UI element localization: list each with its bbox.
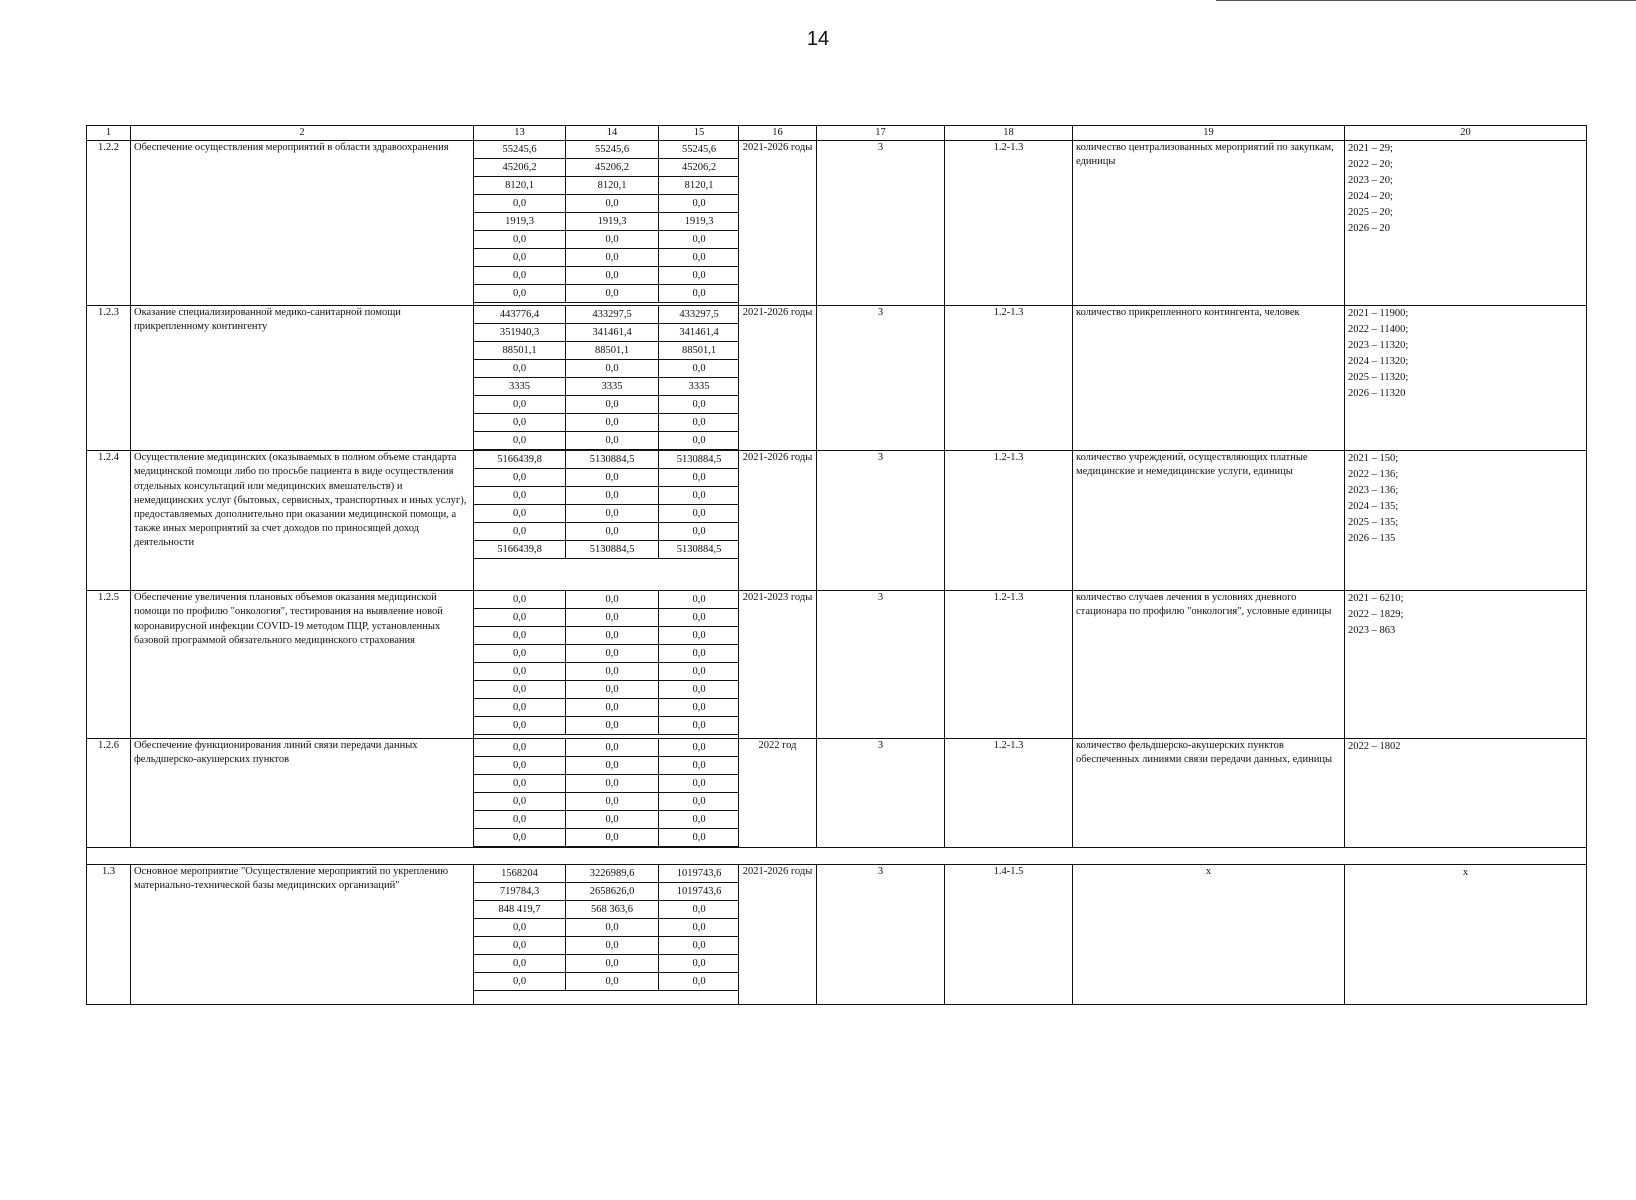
value-cell: 341461,4 <box>659 324 739 342</box>
table-row <box>87 865 1587 1005</box>
value-grid <box>474 739 738 847</box>
value-cell: 0,0 <box>659 901 739 919</box>
row-code: 1.2.2 <box>87 141 131 306</box>
value-cell: 0,0 <box>474 627 566 645</box>
value-cell: 0,0 <box>659 937 739 955</box>
value-cell: 0,0 <box>474 414 566 432</box>
value-cell: 5130884,5 <box>566 451 659 469</box>
target-value: 2026 – 135 <box>1348 533 1396 545</box>
value-cell: 0,0 <box>659 645 739 663</box>
target-value: 2021 – 29; <box>1348 143 1393 155</box>
period-cell: 2022 год <box>739 739 817 848</box>
value-cell: 1919,3 <box>566 213 659 231</box>
value-cell: 0,0 <box>566 811 659 829</box>
value-cell: 0,0 <box>659 523 739 541</box>
value-cell: 0,0 <box>566 267 659 285</box>
value-cell: 433297,5 <box>566 306 659 324</box>
column-header: 13 <box>474 126 566 140</box>
value-cell: 55245,6 <box>474 141 566 159</box>
value-cell: 0,0 <box>566 432 659 450</box>
value-cell: 0,0 <box>474 285 566 303</box>
column-header-values <box>474 126 739 141</box>
value-cell: 0,0 <box>659 487 739 505</box>
indicator-cell: количество фельдшерско-акушерских пунктов обеспеченных линиями связи передачи данных, единицы <box>1073 739 1345 848</box>
value-cell: 0,0 <box>566 360 659 378</box>
value-cell: 0,0 <box>659 973 739 991</box>
value-cell: 0,0 <box>474 505 566 523</box>
value-cell: 0,0 <box>474 973 566 991</box>
column-header: 19 <box>1073 126 1345 141</box>
separator-cell <box>87 848 1587 865</box>
column-header: 17 <box>817 126 945 141</box>
col17-cell: 3 <box>817 141 945 306</box>
value-cell: 0,0 <box>474 739 566 757</box>
column-header: 18 <box>945 126 1073 141</box>
value-cell: 0,0 <box>474 195 566 213</box>
table-row <box>87 591 1587 739</box>
col18-cell: 1.4-1.5 <box>945 865 1073 1005</box>
target-list <box>1348 591 1583 639</box>
value-cell: 3335 <box>474 378 566 396</box>
value-cell: 0,0 <box>659 955 739 973</box>
value-cell: 55245,6 <box>659 141 739 159</box>
value-cell: 0,0 <box>474 267 566 285</box>
value-cell: 3335 <box>566 378 659 396</box>
period-cell: 2021-2026 годы <box>739 451 817 591</box>
targets-cell <box>1345 141 1587 306</box>
row-code: 1.2.4 <box>87 451 131 591</box>
value-cell: 1919,3 <box>659 213 739 231</box>
col17-cell: 3 <box>817 451 945 591</box>
value-cell: 0,0 <box>566 645 659 663</box>
target-value: 2022 – 1829; <box>1348 609 1404 621</box>
row-code: 1.3 <box>87 865 131 1005</box>
value-cell: 0,0 <box>659 267 739 285</box>
column-header: 2 <box>131 126 474 141</box>
value-cell: 45206,2 <box>474 159 566 177</box>
value-cell: 0,0 <box>474 469 566 487</box>
targets-cell <box>1345 591 1587 739</box>
col17-cell: 3 <box>817 865 945 1005</box>
value-cell: 0,0 <box>474 523 566 541</box>
value-cell: 0,0 <box>474 487 566 505</box>
value-cell: 0,0 <box>566 757 659 775</box>
value-cell: 0,0 <box>474 793 566 811</box>
value-cell: 0,0 <box>566 591 659 609</box>
column-header: 1 <box>87 126 131 141</box>
value-cell: 0,0 <box>659 591 739 609</box>
value-cell: 0,0 <box>566 231 659 249</box>
value-cell: 433297,5 <box>659 306 739 324</box>
value-cell: 0,0 <box>474 757 566 775</box>
col18-cell: 1.2-1.3 <box>945 141 1073 306</box>
value-cell: 0,0 <box>659 681 739 699</box>
value-cell: 0,0 <box>566 505 659 523</box>
value-cell: 0,0 <box>474 919 566 937</box>
value-cell: 5166439,8 <box>474 451 566 469</box>
value-cell: 0,0 <box>566 681 659 699</box>
value-cell: 0,0 <box>566 937 659 955</box>
indicator-cell: количество централизованных мероприятий по закупкам, единицы <box>1073 141 1345 306</box>
target-value: 2025 – 135; <box>1348 517 1399 529</box>
target-value: 2022 – 20; <box>1348 159 1393 171</box>
scan-edge-line <box>1216 0 1636 1</box>
target-value: 2025 – 11320; <box>1348 372 1409 384</box>
value-cell: 0,0 <box>659 396 739 414</box>
value-cell: 0,0 <box>566 285 659 303</box>
value-cell: 719784,3 <box>474 883 566 901</box>
value-cell: 5130884,5 <box>659 451 739 469</box>
value-cell: 0,0 <box>566 699 659 717</box>
target-list <box>1348 141 1583 237</box>
row-code: 1.2.3 <box>87 306 131 451</box>
value-cell: 0,0 <box>474 829 566 847</box>
value-cell: 0,0 <box>566 523 659 541</box>
value-cell: 8120,1 <box>474 177 566 195</box>
value-cell: 0,0 <box>566 717 659 735</box>
value-cell: 0,0 <box>659 793 739 811</box>
value-grid <box>474 591 738 735</box>
column-header: 15 <box>693 127 705 138</box>
value-cell: 88501,1 <box>659 342 739 360</box>
period-cell: 2021-2026 годы <box>739 865 817 1005</box>
value-cell: 0,0 <box>474 231 566 249</box>
targets-cell <box>1345 306 1587 451</box>
value-cell: 1019743,6 <box>659 883 739 901</box>
values-cell <box>474 739 739 848</box>
target-value: 2024 – 11320; <box>1348 356 1409 368</box>
target-value: 2024 – 20; <box>1348 191 1393 203</box>
value-cell: 0,0 <box>566 396 659 414</box>
target-value: 2021 – 11900; <box>1348 308 1409 320</box>
row-name: Обеспечение функционирования линий связи передачи данных фельдшерско-акушерских пунктов <box>131 739 474 848</box>
row-name: Оказание специализированной медико-санитарной помощи прикрепленному контингенту <box>131 306 474 451</box>
value-cell: 2658626,0 <box>566 883 659 901</box>
row-name: Обеспечение осуществления мероприятий в области здравоохранения <box>131 141 474 306</box>
value-cell: 0,0 <box>659 663 739 681</box>
value-cell: 0,0 <box>659 609 739 627</box>
value-cell: 848 419,7 <box>474 901 566 919</box>
value-cell: 3226989,6 <box>566 865 659 883</box>
value-cell: 0,0 <box>659 717 739 735</box>
value-cell: 0,0 <box>659 699 739 717</box>
value-cell: 0,0 <box>566 973 659 991</box>
value-cell: 0,0 <box>474 775 566 793</box>
col18-cell: 1.2-1.3 <box>945 451 1073 591</box>
period-cell: 2021-2023 годы <box>739 591 817 739</box>
indicator-cell: количество прикрепленного контингента, человек <box>1073 306 1345 451</box>
value-cell: 1019743,6 <box>659 865 739 883</box>
value-cell: 0,0 <box>659 231 739 249</box>
value-grid <box>474 451 738 559</box>
period-cell: 2021-2026 годы <box>739 306 817 451</box>
value-cell: 0,0 <box>659 360 739 378</box>
target-value: 2023 – 863 <box>1348 625 1396 637</box>
value-cell: 5130884,5 <box>566 541 659 559</box>
values-cell <box>474 141 739 306</box>
col17-cell: 3 <box>817 739 945 848</box>
row-name: Основное мероприятие "Осуществление мероприятий по укреплению материально-технической базы медицинских организаций" <box>131 865 474 1005</box>
value-cell: 0,0 <box>474 432 566 450</box>
value-cell: 0,0 <box>566 829 659 847</box>
values-cell <box>474 306 739 451</box>
targets-cell <box>1345 739 1587 848</box>
value-cell: 0,0 <box>659 285 739 303</box>
indicator-cell: х <box>1073 865 1345 1005</box>
value-cell: 0,0 <box>474 937 566 955</box>
value-cell: 443776,4 <box>474 306 566 324</box>
separator-row <box>87 848 1587 865</box>
value-cell: 1568204 <box>474 865 566 883</box>
column-header: 14 <box>566 126 659 140</box>
column-number-row <box>87 126 1587 141</box>
value-cell: 0,0 <box>474 591 566 609</box>
row-code: 1.2.6 <box>87 739 131 848</box>
period-cell: 2021-2026 годы <box>739 141 817 306</box>
value-cell: 0,0 <box>566 627 659 645</box>
indicator-cell: количество учреждений, осуществляющих платные медицинские и немедицинские услуги, единицы <box>1073 451 1345 591</box>
value-cell: 3335 <box>659 378 739 396</box>
value-cell: 0,0 <box>566 919 659 937</box>
col18-cell: 1.2-1.3 <box>945 739 1073 848</box>
value-cell: 0,0 <box>566 775 659 793</box>
value-cell: 88501,1 <box>474 342 566 360</box>
value-cell: 0,0 <box>566 609 659 627</box>
value-cell: 0,0 <box>659 919 739 937</box>
value-cell: 0,0 <box>474 717 566 735</box>
target-value: 2023 – 136; <box>1348 485 1399 497</box>
values-cell <box>474 591 739 739</box>
value-cell: 1919,3 <box>474 213 566 231</box>
program-table <box>86 125 1587 1005</box>
targets-cell <box>1345 451 1587 591</box>
value-cell: 0,0 <box>566 249 659 267</box>
value-cell: 0,0 <box>659 757 739 775</box>
value-cell: 0,0 <box>659 249 739 267</box>
target-list <box>1348 739 1583 755</box>
value-cell: 0,0 <box>474 681 566 699</box>
value-cell: 0,0 <box>474 645 566 663</box>
target-value: 2021 – 6210; <box>1348 593 1404 605</box>
value-cell: 351940,3 <box>474 324 566 342</box>
target-value: 2021 – 150; <box>1348 453 1399 465</box>
value-cell: 0,0 <box>566 469 659 487</box>
values-cell <box>474 451 739 591</box>
value-cell: 568 363,6 <box>566 901 659 919</box>
value-cell: 0,0 <box>474 811 566 829</box>
target-value: 2023 – 20; <box>1348 175 1393 187</box>
targets-cell <box>1345 865 1587 1005</box>
value-grid <box>474 306 738 450</box>
value-cell: 0,0 <box>566 739 659 757</box>
table-body <box>87 141 1587 1005</box>
value-cell: 0,0 <box>474 663 566 681</box>
value-cell: 8120,1 <box>566 177 659 195</box>
table-row <box>87 141 1587 306</box>
value-cell: 0,0 <box>659 505 739 523</box>
value-cell: 0,0 <box>474 955 566 973</box>
value-cell: 5130884,5 <box>659 541 739 559</box>
value-cell: 0,0 <box>659 811 739 829</box>
target-value: х <box>1462 867 1469 879</box>
target-list <box>1348 865 1583 881</box>
value-cell: 0,0 <box>474 699 566 717</box>
row-name: Осуществление медицинских (оказываемых в полном объеме стандарта медицинской помощи либо по просьбе пациента в виде осуществления отдельных консультаций или медицинских вмешательств) и немедицинских услуг (бытовых, сервисных, транспортных и иных услуг), предоставляемых дополнительно при оказании медицинской помощи, а также иных мероприятий за счет доходов по приносящей доход деятельности <box>131 451 474 591</box>
value-cell: 0,0 <box>659 739 739 757</box>
value-cell: 0,0 <box>474 396 566 414</box>
table-row <box>87 739 1587 848</box>
value-cell: 0,0 <box>566 414 659 432</box>
value-cell: 0,0 <box>659 627 739 645</box>
value-cell: 0,0 <box>659 469 739 487</box>
target-value: 2025 – 20; <box>1348 207 1393 219</box>
value-cell: 0,0 <box>659 829 739 847</box>
target-value: 2026 – 20 <box>1348 223 1390 235</box>
col18-cell: 1.2-1.3 <box>945 306 1073 451</box>
value-cell: 0,0 <box>566 487 659 505</box>
value-cell: 0,0 <box>659 432 739 450</box>
column-header: 20 <box>1345 126 1587 141</box>
value-grid <box>474 141 738 303</box>
value-cell: 88501,1 <box>566 342 659 360</box>
value-cell: 0,0 <box>659 195 739 213</box>
value-cell: 8120,1 <box>659 177 739 195</box>
page-number: 14 <box>806 28 830 50</box>
value-cell: 0,0 <box>474 360 566 378</box>
target-value: 2022 – 11400; <box>1348 324 1409 336</box>
target-value: 2022 – 1802 <box>1348 741 1401 753</box>
value-cell: 0,0 <box>659 775 739 793</box>
table-row <box>87 451 1587 591</box>
col18-cell: 1.2-1.3 <box>945 591 1073 739</box>
row-name: Обеспечение увеличения плановых объемов оказания медицинской помощи по профилю "онкология", тестирования на выявление новой коронавирусной инфекции COVID-19 методом ПЦР, установленных базовой программой обязательного медицинского страхования <box>131 591 474 739</box>
value-cell: 0,0 <box>474 249 566 267</box>
target-list <box>1348 306 1583 402</box>
values-cell <box>474 865 739 1005</box>
value-cell: 0,0 <box>566 793 659 811</box>
target-list <box>1348 451 1583 547</box>
target-value: 2026 – 11320 <box>1348 388 1406 400</box>
value-cell: 55245,6 <box>566 141 659 159</box>
value-cell: 45206,2 <box>659 159 739 177</box>
row-code: 1.2.5 <box>87 591 131 739</box>
value-cell: 0,0 <box>659 414 739 432</box>
value-cell: 0,0 <box>566 195 659 213</box>
value-cell: 5166439,8 <box>474 541 566 559</box>
value-cell: 45206,2 <box>566 159 659 177</box>
value-cell: 341461,4 <box>566 324 659 342</box>
target-value: 2024 – 135; <box>1348 501 1399 513</box>
value-cell: 0,0 <box>566 955 659 973</box>
col17-cell: 3 <box>817 591 945 739</box>
target-value: 2023 – 11320; <box>1348 340 1409 352</box>
value-cell: 0,0 <box>566 663 659 681</box>
table-row <box>87 306 1587 451</box>
indicator-cell: количество случаев лечения в условиях дневного стационара по профилю "онкология", условные единицы <box>1073 591 1345 739</box>
value-grid <box>474 865 738 991</box>
col17-cell: 3 <box>817 306 945 451</box>
value-cell: 0,0 <box>474 609 566 627</box>
column-header: 16 <box>739 126 817 141</box>
target-value: 2022 – 136; <box>1348 469 1399 481</box>
